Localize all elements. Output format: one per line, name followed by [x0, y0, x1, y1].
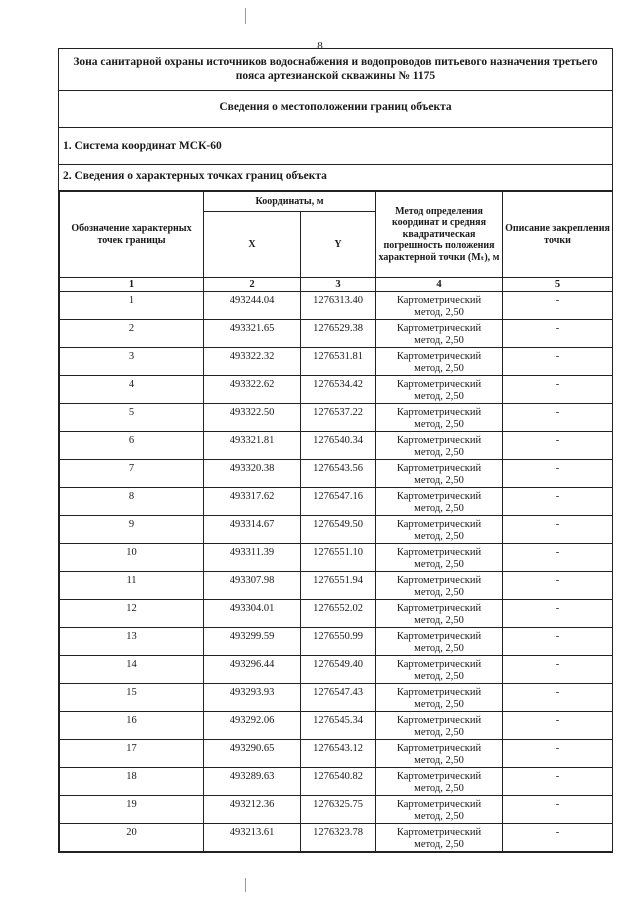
table-row — [60, 656, 613, 684]
point-description: - — [503, 684, 613, 712]
table-row — [60, 740, 613, 768]
point-number: 14 — [60, 656, 204, 684]
table-row — [60, 404, 613, 432]
method-line2: метод, 2,50 — [414, 783, 464, 794]
coord-y: 1276531.81 — [301, 348, 376, 376]
point-number: 5 — [60, 404, 204, 432]
point-number: 7 — [60, 460, 204, 488]
method-line1: Картометрический — [396, 771, 482, 782]
document-title: Зона санитарной охраны источников водоснабжения и водопроводов питьевого назначения третьего пояса артезианской скважины № 1175 — [59, 49, 612, 91]
column-number: 5 — [503, 278, 613, 292]
point-number: 8 — [60, 488, 204, 516]
method-cell — [376, 572, 503, 600]
method-line1: Картометрический — [396, 295, 482, 306]
coord-y: 1276540.34 — [301, 432, 376, 460]
method-line2: метод, 2,50 — [414, 419, 464, 430]
column-number: 2 — [204, 278, 301, 292]
column-number: 4 — [376, 278, 503, 292]
method-cell — [376, 684, 503, 712]
coord-y: 1276323.78 — [301, 824, 376, 852]
coord-y: 1276313.40 — [301, 292, 376, 320]
point-description: - — [503, 600, 613, 628]
method-cell — [376, 488, 503, 516]
method-line1: Картометрический — [396, 687, 482, 698]
method-cell — [376, 796, 503, 824]
coord-x: 493304.01 — [204, 600, 301, 628]
point-description: - — [503, 348, 613, 376]
method-cell — [376, 460, 503, 488]
point-description: - — [503, 320, 613, 348]
method-line1: Картометрический — [396, 519, 482, 530]
table-row — [60, 824, 613, 852]
method-cell — [376, 320, 503, 348]
point-description: - — [503, 628, 613, 656]
method-cell — [376, 348, 503, 376]
method-line1: Картометрический — [396, 659, 482, 670]
header-y: Y — [301, 212, 376, 278]
coord-x: 493320.38 — [204, 460, 301, 488]
method-cell — [376, 516, 503, 544]
point-description: - — [503, 516, 613, 544]
coord-x: 493290.65 — [204, 740, 301, 768]
coord-y: 1276549.40 — [301, 656, 376, 684]
point-number: 2 — [60, 320, 204, 348]
point-description: - — [503, 488, 613, 516]
method-line2: метод, 2,50 — [414, 503, 464, 514]
coord-y: 1276547.16 — [301, 488, 376, 516]
coord-x: 493321.81 — [204, 432, 301, 460]
coord-system-heading: 1. Система координат МСК-60 — [59, 128, 612, 165]
section-heading: Сведения о местоположении границ объекта — [59, 91, 612, 128]
coord-y: 1276537.22 — [301, 404, 376, 432]
coord-y: 1276551.94 — [301, 572, 376, 600]
method-line2: метод, 2,50 — [414, 587, 464, 598]
method-line2: метод, 2,50 — [414, 755, 464, 766]
method-line1: Картометрический — [396, 407, 482, 418]
method-line1: Картометрический — [396, 631, 482, 642]
coord-x: 493314.67 — [204, 516, 301, 544]
coord-x: 493292.06 — [204, 712, 301, 740]
point-number: 19 — [60, 796, 204, 824]
coord-y: 1276545.34 — [301, 712, 376, 740]
method-cell — [376, 432, 503, 460]
method-line1: Картометрический — [396, 351, 482, 362]
point-number: 13 — [60, 628, 204, 656]
point-description: - — [503, 712, 613, 740]
point-number: 6 — [60, 432, 204, 460]
method-line2: метод, 2,50 — [414, 475, 464, 486]
point-description: - — [503, 796, 613, 824]
table-row — [60, 712, 613, 740]
method-line2: метод, 2,50 — [414, 363, 464, 374]
method-cell — [376, 292, 503, 320]
table-row — [60, 320, 613, 348]
coord-y: 1276549.50 — [301, 516, 376, 544]
point-description: - — [503, 656, 613, 684]
method-cell — [376, 600, 503, 628]
method-line1: Картометрический — [396, 715, 482, 726]
table-row — [60, 796, 613, 824]
method-line2: метод, 2,50 — [414, 699, 464, 710]
coord-x: 493322.50 — [204, 404, 301, 432]
coord-x: 493213.61 — [204, 824, 301, 852]
coord-x: 493322.62 — [204, 376, 301, 404]
table-row — [60, 628, 613, 656]
point-number: 3 — [60, 348, 204, 376]
points-table — [59, 191, 613, 852]
method-line2: метод, 2,50 — [414, 307, 464, 318]
table-row — [60, 376, 613, 404]
point-number: 18 — [60, 768, 204, 796]
method-line1: Картометрический — [396, 379, 482, 390]
table-row — [60, 460, 613, 488]
coord-x: 493296.44 — [204, 656, 301, 684]
coord-x: 493317.62 — [204, 488, 301, 516]
point-number: 4 — [60, 376, 204, 404]
method-line1: Картометрический — [396, 547, 482, 558]
table-row — [60, 516, 613, 544]
header-designation: Обозначение характерных точек границы — [60, 192, 204, 278]
coord-x: 493307.98 — [204, 572, 301, 600]
method-cell — [376, 656, 503, 684]
coord-x: 493289.63 — [204, 768, 301, 796]
method-line2: метод, 2,50 — [414, 531, 464, 542]
table-row — [60, 684, 613, 712]
point-number: 12 — [60, 600, 204, 628]
table-row — [60, 292, 613, 320]
point-number: 20 — [60, 824, 204, 852]
method-cell — [376, 740, 503, 768]
header-x: X — [204, 212, 301, 278]
coord-x: 493212.36 — [204, 796, 301, 824]
method-line1: Картометрический — [396, 575, 482, 586]
method-line2: метод, 2,50 — [414, 643, 464, 654]
method-line2: метод, 2,50 — [414, 559, 464, 570]
method-line1: Картометрический — [396, 827, 482, 838]
coord-x: 493244.04 — [204, 292, 301, 320]
method-cell — [376, 768, 503, 796]
table-row — [60, 432, 613, 460]
method-line1: Картометрический — [396, 323, 482, 334]
coord-y: 1276529.38 — [301, 320, 376, 348]
point-number: 17 — [60, 740, 204, 768]
coord-y: 1276551.10 — [301, 544, 376, 572]
table-row — [60, 348, 613, 376]
coord-y: 1276534.42 — [301, 376, 376, 404]
coord-y: 1276543.12 — [301, 740, 376, 768]
coord-y: 1276325.75 — [301, 796, 376, 824]
point-number: 11 — [60, 572, 204, 600]
coord-x: 493311.39 — [204, 544, 301, 572]
table-row — [60, 600, 613, 628]
header-method: Метод определения координат и средняя квадратическая погрешность положения характерной точки (Mₜ), м — [376, 192, 503, 278]
method-cell — [376, 824, 503, 852]
column-number: 3 — [301, 278, 376, 292]
table-row — [60, 572, 613, 600]
point-number: 15 — [60, 684, 204, 712]
scan-mark-top — [245, 8, 246, 24]
method-line1: Картометрический — [396, 743, 482, 754]
method-line2: метод, 2,50 — [414, 839, 464, 850]
method-line1: Картометрический — [396, 463, 482, 474]
point-description: - — [503, 292, 613, 320]
method-cell — [376, 404, 503, 432]
method-line1: Картометрический — [396, 799, 482, 810]
coord-y: 1276550.99 — [301, 628, 376, 656]
point-description: - — [503, 544, 613, 572]
coord-y: 1276547.43 — [301, 684, 376, 712]
point-number: 10 — [60, 544, 204, 572]
point-description: - — [503, 460, 613, 488]
coord-x: 493293.93 — [204, 684, 301, 712]
header-description: Описание закрепления точки — [503, 192, 613, 278]
point-description: - — [503, 432, 613, 460]
method-line2: метод, 2,50 — [414, 447, 464, 458]
document-table — [58, 48, 613, 853]
method-line2: метод, 2,50 — [414, 335, 464, 346]
coord-y: 1276540.82 — [301, 768, 376, 796]
coord-x: 493299.59 — [204, 628, 301, 656]
method-line2: метод, 2,50 — [414, 811, 464, 822]
method-line1: Картометрический — [396, 435, 482, 446]
point-description: - — [503, 572, 613, 600]
method-line1: Картометрический — [396, 603, 482, 614]
point-number: 9 — [60, 516, 204, 544]
point-number: 16 — [60, 712, 204, 740]
method-cell — [376, 544, 503, 572]
table-row — [60, 544, 613, 572]
method-line2: метод, 2,50 — [414, 727, 464, 738]
point-description: - — [503, 740, 613, 768]
point-number: 1 — [60, 292, 204, 320]
method-line2: метод, 2,50 — [414, 391, 464, 402]
method-cell — [376, 712, 503, 740]
point-description: - — [503, 376, 613, 404]
column-number: 1 — [60, 278, 204, 292]
table-row — [60, 488, 613, 516]
method-line2: метод, 2,50 — [414, 615, 464, 626]
method-line2: метод, 2,50 — [414, 671, 464, 682]
method-line1: Картометрический — [396, 491, 482, 502]
coord-y: 1276552.02 — [301, 600, 376, 628]
coord-y: 1276543.56 — [301, 460, 376, 488]
coord-x: 493321.65 — [204, 320, 301, 348]
method-cell — [376, 376, 503, 404]
points-heading: 2. Сведения о характерных точках границ объекта — [59, 165, 612, 191]
page-number: 8 — [317, 40, 323, 52]
point-description: - — [503, 824, 613, 852]
scan-mark-bottom — [245, 878, 246, 892]
method-cell — [376, 628, 503, 656]
coord-x: 493322.32 — [204, 348, 301, 376]
table-row — [60, 768, 613, 796]
point-description: - — [503, 768, 613, 796]
point-description: - — [503, 404, 613, 432]
header-coordinates: Координаты, м — [204, 192, 376, 212]
